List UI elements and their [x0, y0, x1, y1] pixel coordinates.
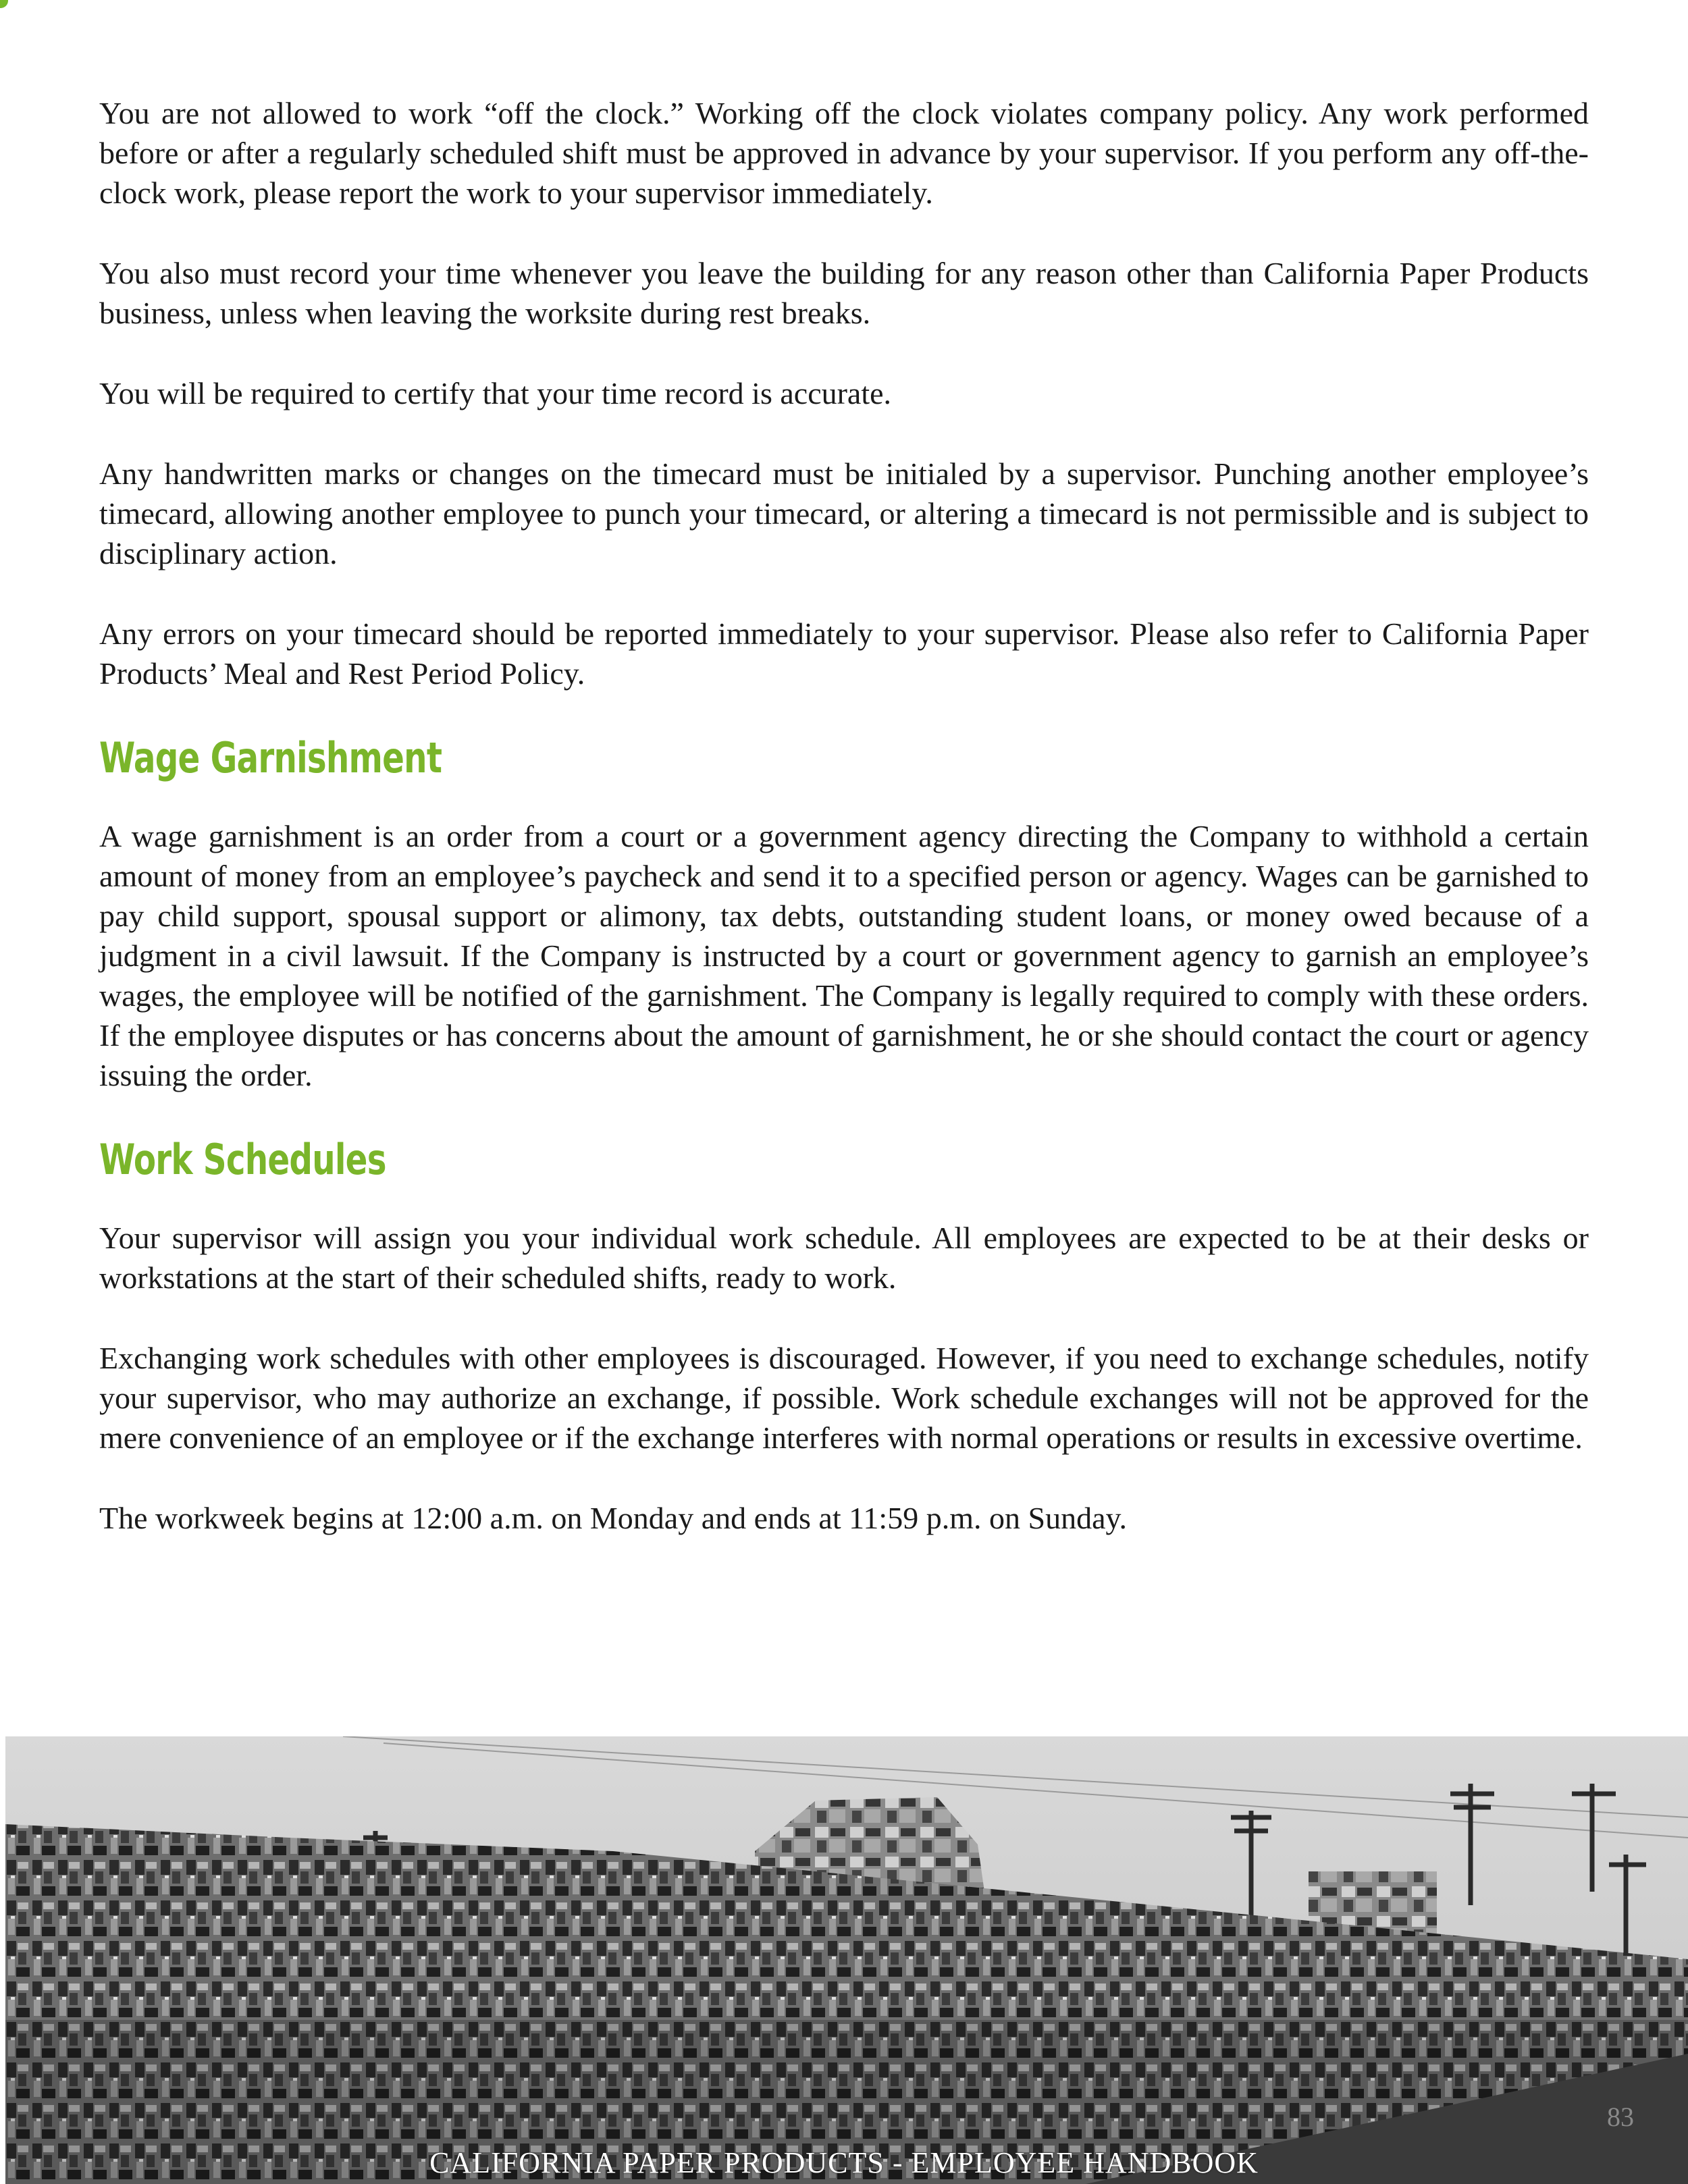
- corner-accent: [0, 0, 8, 8]
- page-number: 83: [1607, 2102, 1634, 2132]
- paragraph-certify: You will be required to certify that your time record is accurate.: [99, 376, 892, 410]
- paragraph-off-the-clock: You are not allowed to work “off the clock.” Working off the clock violates company policy. Any work performed before or after a regularly scheduled shift must be approved in advance by your supervisor. If you perform any off-the-clock work, please report the work to your supervisor immediately.: [99, 96, 1589, 210]
- footer-handbook-title: CALIFORNIA PAPER PRODUCTS - EMPLOYEE HANDBOOK: [429, 2146, 1259, 2179]
- paragraph-handwritten-marks: Any handwritten marks or changes on the timecard must be initialed by a supervisor. Punching another employee’s timecard, allowing another employee to punch your timecard, or altering a timecard is not permissible and is subject to disciplinary action.: [99, 456, 1589, 570]
- paragraph-workweek: The workweek begins at 12:00 a.m. on Monday and ends at 11:59 p.m. on Sunday.: [99, 1501, 1127, 1535]
- heading-wage-garnishment: Wage Garnishment: [99, 733, 442, 782]
- paragraph-assign-schedule: Your supervisor will assign you your individual work schedule. All employees are expected to be at their desks or workstations at the start of their scheduled shifts, ready to work.: [99, 1221, 1589, 1295]
- paragraph-timecard-errors: Any errors on your timecard should be reported immediately to your supervisor. Please also refer to California Paper Products’ Meal and Rest Period Policy.: [99, 616, 1589, 691]
- heading-work-schedules: Work Schedules: [99, 1135, 386, 1184]
- paragraph-wage-garnishment: A wage garnishment is an order from a court or a government agency directing the Company to withhold a certain amount of money from an employee’s paycheck and send it to a specified person or agency. Wages can be garnished to pay child support, spousal support or alimony, tax debts, outstanding student loans, or money owed because of a judgment in a civil lawsuit. If the Company is instructed by a court or government agency to garnish an employee’s wages, the employee will be notified of the garnishment. The Company is legally required to comply with these orders. If the employee disputes or has concerns about the amount of garnishment, he or she should contact the court or agency issuing the order.: [99, 819, 1589, 1092]
- paragraph-record-time: You also must record your time whenever you leave the building for any reason other than California Paper Products business, unless when leaving the worksite during rest breaks.: [99, 256, 1589, 330]
- paragraph-exchange-schedules: Exchanging work schedules with other employees is discouraged. However, if you need to exchange schedules, notify your supervisor, who may authorize an exchange, if possible. Work schedule exchanges will not be approved for the mere convenience of an employee or if the exchange interferes with normal operations or results in excessive overtime.: [99, 1341, 1589, 1455]
- page-content: [99, 93, 1589, 1538]
- footer-photo-paper-bales: [5, 1736, 1688, 2184]
